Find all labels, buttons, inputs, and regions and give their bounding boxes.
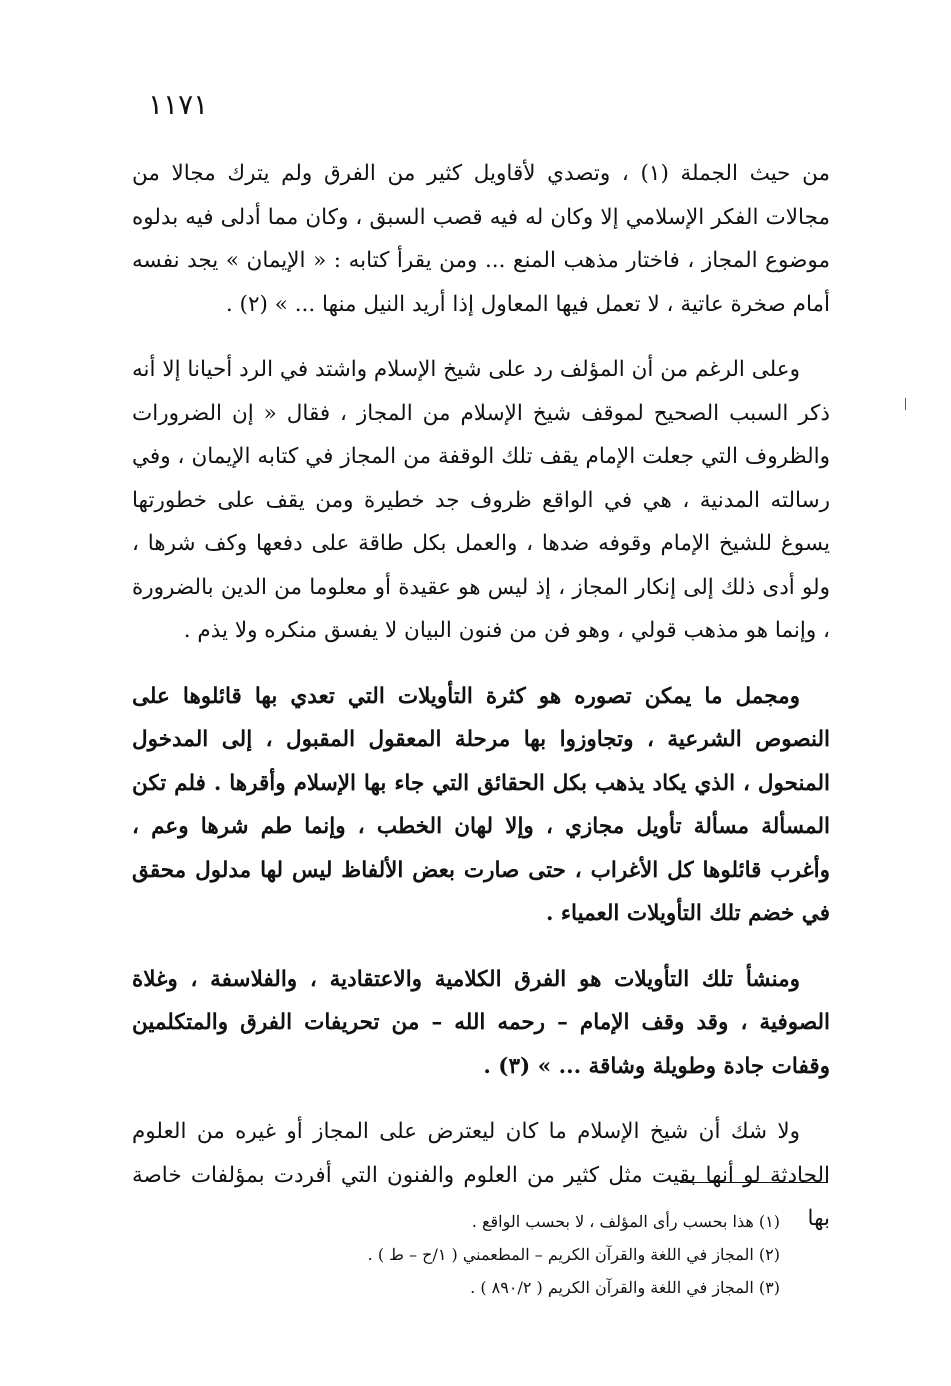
page-number: ١١٧١ [148, 88, 209, 121]
footnote-2: (٢) المجاز في اللغة والقرآن الكريم – المطعمني ( ١/ح – ط ) . [367, 1245, 780, 1264]
paragraph-2: وعلى الرغم من أن المؤلف رد على شيخ الإسلام واشتد في الرد أحيانا إلا أنه ذكر السبب الصحيح لموقف شيخ الإسلام من المجاز ، فقال « إن الضرورات والظروف التي جعلت الإمام يقف تلك الوقفة من المجاز في كتابه الإيمان ، وفي رسالته المدنية ، هي في الواقع ظروف جد خطيرة ومن يقف على خطورتها يسوغ للشيخ الإمام وقوفه ضدها ، والعمل بكل طاقة على دفعها وكف شرها ، ولو أدى ذلك إلى إنكار المجاز ، إذ ليس هو عقيدة أو معلوما من الدين بالضرورة ، وإنما هو مذهب قولي ، وهو فن من فنون البيان لا يفسق منكره ولا يذم . [132, 357, 830, 643]
body-text [132, 152, 830, 1263]
footnotes [300, 1205, 780, 1304]
footnote-3: (٣) المجاز في اللغة والقرآن الكريم ( ٨٩٠/٢ ) . [470, 1278, 780, 1297]
paragraph-5: ولا شك أن شيخ الإسلام ما كان ليعترض على المجاز أو غيره من العلوم الحادثة لو أنها بقيت مثل كثير من العلوم والفنون التي أفردت بمؤلفات خاصة بها [132, 1119, 830, 1231]
paragraph-4: ومنشأ تلك التأويلات هو الفرق الكلامية والاعتقادية ، والفلاسفة ، وغلاة الصوفية ، وقد وقف الإمام – رحمه الله – من تحريفات الفرق والمتكلمين وقفات جادة وطويلة وشاقة ... » (٣) . [132, 966, 830, 1079]
margin-mark [905, 398, 906, 410]
footnote-1: (١) هذا بحسب رأى المؤلف ، لا بحسب الواقع . [471, 1212, 780, 1231]
footnote-separator [680, 1182, 828, 1183]
paragraph-1: من حيث الجملة (١) ، وتصدي لأقاويل كثير من الفرق ولم يترك مجالا من مجالات الفكر الإسلامي إلا وكان له فيه قصب السبق ، وكان مما أدلى فيه بدلوه موضوع المجاز ، فاختار مذهب المنع ... ومن يقرأ كتابه : « الإيمان » يجد نفسه أمام صخرة عاتية ، لا تعمل فيها المعاول إذا أريد النيل منها ... » (٢) . [132, 161, 830, 317]
paragraph-3: ومجمل ما يمكن تصوره هو كثرة التأويلات التي تعدي بها قائلوها على النصوص الشرعية ، وتجاوزوا بها مرحلة المعقول المقبول ، إلى المدخول المنحول ، الذي يكاد يذهب بكل الحقائق التي جاء بها الإسلام وأقرها . فلم تكن المسألة مسألة تأويل مجازي ، وإلا لهان الخطب ، وإنما طم شرها وعم ، وأغرب قائلوها كل الأغراب ، حتى صارت بعض الألفاظ ليس لها مدلول محقق في خضم تلك التأويلات العمياء . [132, 683, 830, 926]
